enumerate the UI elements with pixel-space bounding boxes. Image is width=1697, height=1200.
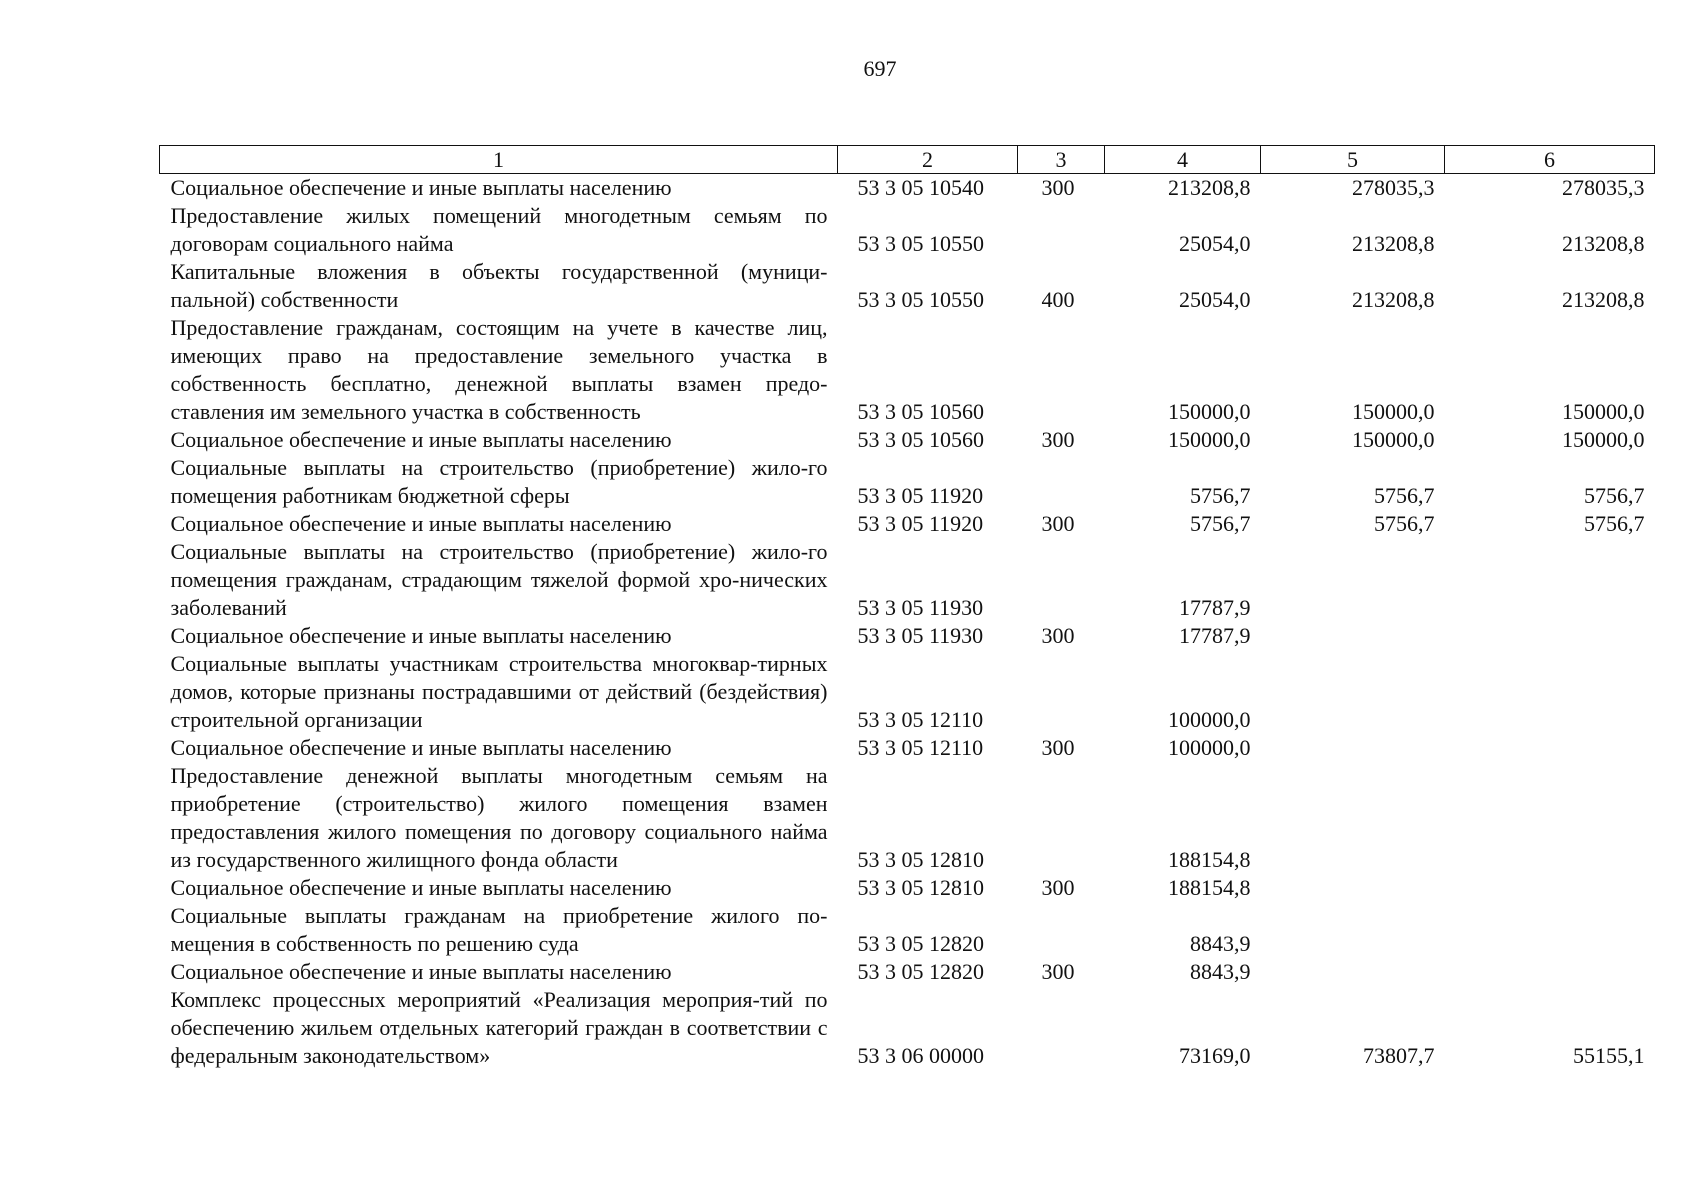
row-value-col4: 188154,8 bbox=[1168, 847, 1251, 872]
row-name: Социальное обеспечение и иные выплаты населению bbox=[170, 511, 672, 536]
row-value-col5 bbox=[1261, 734, 1445, 762]
row-expense-type: 300 bbox=[1041, 623, 1075, 648]
row-value-col5 bbox=[1261, 958, 1445, 986]
row-code: 53 3 05 11920 bbox=[857, 483, 984, 508]
column-header-6: 6 bbox=[1445, 146, 1655, 174]
row-value-col6: 278035,3 bbox=[1562, 175, 1645, 200]
table-row bbox=[160, 762, 1655, 874]
row-value-col5 bbox=[1261, 874, 1445, 902]
column-header-5: 5 bbox=[1261, 146, 1445, 174]
budget-table bbox=[159, 145, 1655, 1070]
row-value-col5: 73807,7 bbox=[1363, 1043, 1435, 1068]
row-value-col5: 5756,7 bbox=[1374, 483, 1435, 508]
row-value-col6: 213208,8 bbox=[1562, 231, 1645, 256]
row-code: 53 3 06 00000 bbox=[857, 1043, 984, 1068]
table-row bbox=[160, 454, 1655, 510]
row-value-col6: 55155,1 bbox=[1573, 1043, 1645, 1068]
row-value-col6 bbox=[1445, 762, 1655, 874]
row-value-col4: 5756,7 bbox=[1190, 483, 1251, 508]
table-header-row bbox=[160, 146, 1655, 174]
row-value-col4: 150000,0 bbox=[1168, 399, 1251, 424]
table-row bbox=[160, 538, 1655, 622]
row-value-col4: 73169,0 bbox=[1179, 1043, 1251, 1068]
row-value-col6: 5756,7 bbox=[1584, 511, 1645, 536]
table-row bbox=[160, 986, 1655, 1070]
row-value-col4: 150000,0 bbox=[1168, 427, 1251, 452]
row-value-col5: 150000,0 bbox=[1352, 399, 1435, 424]
row-value-col6: 150000,0 bbox=[1562, 427, 1645, 452]
row-code: 53 3 05 12110 bbox=[857, 735, 984, 760]
row-name: Социальное обеспечение и иные выплаты населению bbox=[170, 735, 672, 760]
row-name: Социальное обеспечение и иные выплаты населению bbox=[170, 175, 672, 200]
row-value-col4: 25054,0 bbox=[1179, 231, 1251, 256]
row-code: 53 3 05 11930 bbox=[857, 623, 984, 648]
row-value-col6 bbox=[1445, 902, 1655, 958]
table-row bbox=[160, 958, 1655, 986]
row-code: 53 3 05 10540 bbox=[857, 175, 984, 200]
row-value-col6 bbox=[1445, 538, 1655, 622]
table-row bbox=[160, 202, 1655, 258]
row-expense-type bbox=[1018, 986, 1105, 1070]
row-name: Предоставление денежной выплаты многодетным семьям на приобретение (строительство) жилого помещения взамен предоставления жилого помещения по договору социального найма из государственного жилищного фонда области bbox=[170, 763, 828, 872]
table-row bbox=[160, 510, 1655, 538]
row-value-col5 bbox=[1261, 762, 1445, 874]
row-value-col4: 188154,8 bbox=[1168, 875, 1251, 900]
row-code: 53 3 05 10550 bbox=[857, 287, 984, 312]
row-expense-type bbox=[1018, 202, 1105, 258]
row-code: 53 3 05 12820 bbox=[857, 931, 984, 956]
row-value-col4: 100000,0 bbox=[1168, 707, 1251, 732]
row-value-col4: 17787,9 bbox=[1179, 623, 1251, 648]
row-name: Социальные выплаты на строительство (приобретение) жило-го помещения работникам бюджетной сферы bbox=[170, 455, 828, 508]
row-value-col4: 8843,9 bbox=[1190, 959, 1251, 984]
row-code: 53 3 05 10560 bbox=[857, 427, 984, 452]
table-row bbox=[160, 650, 1655, 734]
row-expense-type bbox=[1018, 454, 1105, 510]
column-header-3: 3 bbox=[1018, 146, 1105, 174]
row-expense-type bbox=[1018, 762, 1105, 874]
table-row bbox=[160, 874, 1655, 902]
row-expense-type bbox=[1018, 538, 1105, 622]
row-code: 53 3 05 12810 bbox=[857, 847, 984, 872]
row-code: 53 3 05 11930 bbox=[857, 595, 984, 620]
row-name: Социальное обеспечение и иные выплаты населению bbox=[170, 875, 672, 900]
column-header-1: 1 bbox=[160, 146, 838, 174]
row-name: Капитальные вложения в объекты государственной (муници-пальной) собственности bbox=[170, 259, 828, 312]
table-row bbox=[160, 734, 1655, 762]
row-value-col4: 100000,0 bbox=[1168, 735, 1251, 760]
table-body bbox=[160, 174, 1655, 1071]
row-value-col6 bbox=[1445, 650, 1655, 734]
row-value-col6 bbox=[1445, 874, 1655, 902]
table-row bbox=[160, 314, 1655, 426]
row-expense-type bbox=[1018, 650, 1105, 734]
row-value-col5 bbox=[1261, 538, 1445, 622]
row-name: Социальное обеспечение и иные выплаты населению bbox=[170, 427, 672, 452]
table-row bbox=[160, 426, 1655, 454]
row-value-col5: 213208,8 bbox=[1352, 231, 1435, 256]
row-value-col4: 5756,7 bbox=[1190, 511, 1251, 536]
table-row bbox=[160, 902, 1655, 958]
column-header-2: 2 bbox=[838, 146, 1018, 174]
row-value-col6: 213208,8 bbox=[1562, 287, 1645, 312]
row-expense-type: 300 bbox=[1041, 875, 1075, 900]
row-expense-type: 400 bbox=[1041, 287, 1075, 312]
row-expense-type: 300 bbox=[1041, 175, 1075, 200]
row-name: Социальные выплаты гражданам на приобретение жилого по-мещения в собственность по решению суда bbox=[170, 903, 828, 956]
row-expense-type: 300 bbox=[1041, 959, 1075, 984]
row-value-col4: 8843,9 bbox=[1190, 931, 1251, 956]
row-value-col5: 213208,8 bbox=[1352, 287, 1435, 312]
row-value-col6: 150000,0 bbox=[1562, 399, 1645, 424]
row-code: 53 3 05 11920 bbox=[857, 511, 984, 536]
page-number: 697 bbox=[863, 56, 897, 81]
row-value-col5: 278035,3 bbox=[1352, 175, 1435, 200]
row-name: Социальные выплаты на строительство (приобретение) жило-го помещения гражданам, страдающим тяжелой формой хро-нических заболеваний bbox=[170, 539, 828, 620]
row-code: 53 3 05 12810 bbox=[857, 875, 984, 900]
row-name: Социальное обеспечение и иные выплаты населению bbox=[170, 623, 672, 648]
row-value-col4: 17787,9 bbox=[1179, 595, 1251, 620]
row-value-col5: 5756,7 bbox=[1374, 511, 1435, 536]
row-name: Предоставление жилых помещений многодетным семьям по договорам социального найма bbox=[170, 203, 828, 256]
row-name: Социальные выплаты участникам строительства многоквар-тирных домов, которые признаны пострадавшими от действий (бездействия) строительной организации bbox=[170, 651, 828, 732]
row-value-col4: 213208,8 bbox=[1168, 175, 1251, 200]
row-expense-type: 300 bbox=[1041, 511, 1075, 536]
table-row bbox=[160, 174, 1655, 203]
row-expense-type bbox=[1018, 314, 1105, 426]
row-name: Предоставление гражданам, состоящим на учете в качестве лиц, имеющих право на предоставление земельного участка в собственность бесплатно, денежной выплаты взамен предо-ставления им земельного участка в собственность bbox=[170, 315, 828, 424]
row-value-col4: 25054,0 bbox=[1179, 287, 1251, 312]
row-code: 53 3 05 12110 bbox=[857, 707, 984, 732]
row-value-col6 bbox=[1445, 622, 1655, 650]
row-name: Комплекс процессных мероприятий «Реализация мероприя-тий по обеспечению жильем отдельных категорий граждан в соответствии с федеральным законодательством» bbox=[170, 987, 828, 1068]
row-value-col6: 5756,7 bbox=[1584, 483, 1645, 508]
row-code: 53 3 05 12820 bbox=[857, 959, 984, 984]
column-header-4: 4 bbox=[1105, 146, 1261, 174]
row-code: 53 3 05 10550 bbox=[857, 231, 984, 256]
row-value-col6 bbox=[1445, 734, 1655, 762]
row-expense-type bbox=[1018, 902, 1105, 958]
row-value-col5 bbox=[1261, 650, 1445, 734]
row-expense-type: 300 bbox=[1041, 735, 1075, 760]
row-name: Социальное обеспечение и иные выплаты населению bbox=[170, 959, 672, 984]
table-row bbox=[160, 622, 1655, 650]
row-value-col5: 150000,0 bbox=[1352, 427, 1435, 452]
row-value-col5 bbox=[1261, 622, 1445, 650]
row-code: 53 3 05 10560 bbox=[857, 399, 984, 424]
row-value-col6 bbox=[1445, 958, 1655, 986]
row-value-col5 bbox=[1261, 902, 1445, 958]
row-expense-type: 300 bbox=[1041, 427, 1075, 452]
table-row bbox=[160, 258, 1655, 314]
